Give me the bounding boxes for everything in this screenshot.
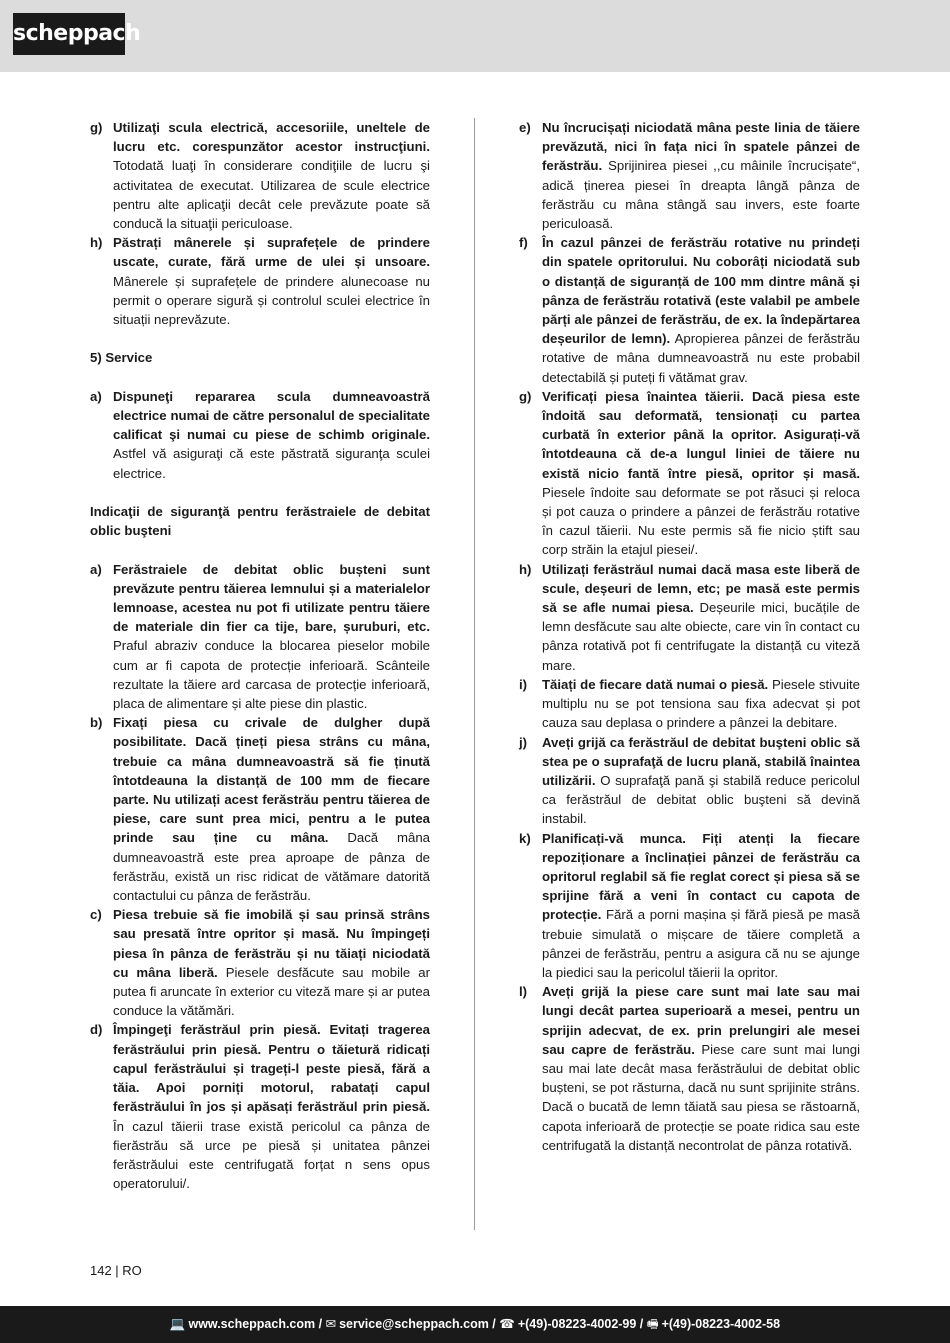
item-text: Piese care sunt mai lungi sau mai late decât masa ferăstrăului de debitat oblic bușteni, se pot răsturna, dacă nu sunt sprijinite strâns. Dacă o bucată de lemn tăiată sau piesa se răstoarnă, capota inferioară de protecție se poate ridica sau este centrifugată la distanță necontrolat de pânza rotativă. <box>542 1041 860 1153</box>
brand-logo: scheppach <box>13 13 125 55</box>
list-item <box>90 905 430 1020</box>
list-item <box>519 829 860 983</box>
list-item <box>90 387 430 483</box>
item-text: Mânerele și suprafețele de prindere alunecoase nu permit o operare sigură și controlul sculei electrice în situații neprevăzute. <box>113 273 430 328</box>
item-text: Totodată luaţi în considerare condiţiile de lucru şi activitatea de executat. Utilizarea de scule electrice pentru alte aplicaţii decât cele prevăzute poate să conducă la situaţii periculoase. <box>113 158 430 232</box>
item-letter: a) <box>90 561 102 577</box>
list-item <box>519 233 860 387</box>
item-letter: i) <box>519 676 528 692</box>
laptop-icon: 💻 <box>169 1317 186 1331</box>
item-bold-text: Utilizați ferăstrăul numai dacă masa este liberă de scule, deșeuri de lemn, etc; pe masă este permis să se afle numai piesa. <box>542 561 860 616</box>
right-column <box>519 118 860 1155</box>
list-item <box>90 1020 430 1193</box>
list-item <box>90 713 430 905</box>
item-letter: c) <box>90 907 102 923</box>
item-bold-text: Fixați piesa cu crivale de dulgher după posibilitate. Dacă țineți piesa strâns cu mâna, trebuie ca mâna dumneavoastră să fie ținută întotdeauna la distanță de 100 mm de fiecare parte. Nu utilizați acest ferăstrău pentru tăierea de piese, care sunt prea mici, pentru a le putea prinde sau ține cu mâna. <box>113 715 430 846</box>
phone-icon: ☎ <box>499 1317 515 1331</box>
item-letter: g) <box>90 120 103 135</box>
footer-phone: +(49)-08223-4002-99 / <box>517 1317 644 1331</box>
item-text: Sprijinirea piesei ,,cu mâinile încrucișate“, adică ținerea piesei în dreapta lângă pânza de ferăstrău cu mâna stângă sau invers, este foarte periculoasă. <box>542 158 860 232</box>
item-text: Praful abraziv conduce la blocarea pieselor mobile cum ar fi capota de protecție inferioară. Scânteile rezultate la tăiere ard carcasa de protecție inferioară, placa de alimentare și alte piese din plastic. <box>113 638 430 712</box>
left-column <box>90 118 430 1193</box>
item-bold-text: Păstrați mânerele și suprafețele de prindere uscate, curate, fără urme de ulei și unsoare. <box>113 235 430 270</box>
item-text: Astfel vă asiguraţi că este păstrată siguranţa sculei electrice. <box>113 446 430 481</box>
item-bold-text: Nu încrucișați niciodată mâna peste linia de tăiere prevăzută, nici în fața nici în spatele pânzei de ferăstrău. <box>542 120 860 174</box>
list-item <box>519 982 860 1155</box>
footer-bar <box>0 1306 950 1343</box>
item-letter: h) <box>519 561 532 577</box>
item-text: Piesele desfăcute sau mobile ar putea fi aruncate în exterior cu viteză mare și ar putea conduce la vătămări. <box>113 964 430 1019</box>
footer-email[interactable]: service@scheppach.com / <box>339 1317 496 1331</box>
item-bold-text: Împingeţi ferăstrăul prin piesă. Evitați tragerea ferăstrăului prin piesă. Pentru o tăietură ridicați capul ferăstrăului și trageți-l peste piesă, fără a tăia. Apoi porniți motorul, rabatați capul ferăstrăului în jos și apăsați ferăstrăul prin piesă. <box>113 1022 430 1115</box>
item-text: Apropierea pânzei de ferăstrău rotative de mâna dumneavoastră nu este probabil detectabilă și puteți fi vătămat grav. <box>542 331 860 385</box>
page-number: 142 | RO <box>90 1263 142 1278</box>
list-item <box>519 387 860 560</box>
header-band <box>0 0 950 72</box>
footer-fax: +(49)-08223-4002-58 <box>661 1317 781 1331</box>
item-bold-text: Planificați-vă munca. Fiți atenți la fiecare repoziționare a înclinației pânzei de ferăstrău ca opritorul reglabil să fie reglat corect și piesa să se sprijine fără a veni în contact cu capota de protecție. <box>542 830 860 923</box>
list-item <box>519 118 860 233</box>
item-letter: f) <box>519 235 528 251</box>
item-bold-text: Aveți grijă la piese care sunt mai late sau mai lungi decât partea superioară a mesei, pentru un sprijin adecvat, de ex. prin prelungiri ale mesei sau capre de ferăstrău. <box>542 984 860 1057</box>
item-bold-text: Verificați piesa înaintea tăierii. Dacă piesa este îndoită sau deformată, tensionați cu partea curbată în exterior până la opritor. Asigurați-vă întotdeauna că de-a lungul liniei de tăiere nu există nicio fantă între piesă, opritor și masă. <box>542 388 860 481</box>
item-text: Piesele stivuite multiplu nu se pot tensiona sau fixa adecvat și pot cauza sau deplasa o prindere a pânzei la debitare. <box>542 676 861 731</box>
mail-icon: ✉ <box>325 1317 337 1331</box>
footer-website[interactable]: www.scheppach.com / <box>188 1317 323 1331</box>
item-text: Deșeurile mici, bucățile de lemn desfăcute sau alte obiecte, care vin în contact cu pânza rotativă pot fi centrifugate la distanță cu viteză mare. <box>542 600 860 673</box>
list-item <box>90 560 430 714</box>
item-letter: l) <box>519 984 528 1000</box>
item-bold-text: În cazul pânzei de ferăstrău rotative nu prindeți din spatele opritorului. Nu coborâți niciodată sub o distanță de siguranță de 100 mm dintre mână și pânza de ferăstrău rotativă (este valabil pe ambele părți ale pânzei de ferăstrău, de ex. la îndepărtarea deșeurilor de lemn). <box>542 235 860 347</box>
list-item <box>90 233 430 329</box>
item-letter: h) <box>90 235 103 251</box>
item-letter: d) <box>90 1022 103 1038</box>
item-bold-text: Dispuneţi repararea scula dumneavoastră electrice numai de către personalul de specialitate calificat şi numai cu piese de schimb originale. <box>113 388 430 443</box>
item-letter: a) <box>90 388 102 404</box>
item-letter: b) <box>90 715 103 731</box>
item-letter: e) <box>519 120 531 135</box>
column-divider <box>474 118 475 1230</box>
item-bold-text: Piesa trebuie să fie imobilă și sau prinsă strâns sau presată între opritor și masă. Nu împingeți piesa în pânza de ferăstrău și nu tăiați niciodată cu mâna liberă. <box>113 907 430 980</box>
item-text: O suprafaţă pană şi stabilă reduce pericolul ca ferăstrăul de debitat oblic buşteni să devină instabil. <box>542 772 860 827</box>
item-letter: j) <box>519 734 528 750</box>
item-text: În cazul tăierii trase există pericolul ca pânza de fierăstrău să urce pe piesă și unitatea pânzei ferăstrăului este centrifugată forțat n sens opus operatorului/. <box>113 1118 430 1192</box>
list-item <box>519 560 860 675</box>
item-text: Dacă mâna dumneavoastră este prea aproape de pânza de ferăstrău, există un risc ridicat de vătămare datorită contactului cu pânza de ferăstrău. <box>113 830 430 904</box>
section-heading: Indicaţii de siguranţă pentru ferăstraiele de debitat oblic buşteni <box>90 504 430 539</box>
item-bold-text: Utilizaţi scula electrică, accesoriile, uneltele de lucru etc. corespunzător acestor instrucţiuni. <box>113 120 430 155</box>
item-text: Fără a porni mașina și fără piesă pe masă trebuie simulată o mișcare de tăiere completă a pânzei de ferăstrău, pentru a asigura că nu se ajunge la piedici sau la pericolul tăierii la opritor. <box>542 907 860 980</box>
fax-icon: 🖷 <box>646 1317 659 1331</box>
item-letter: g) <box>519 388 532 404</box>
list-item <box>90 118 430 233</box>
list-item <box>519 675 860 733</box>
item-bold-text: Aveți grijă ca ferăstrăul de debitat buşteni oblic să stea pe o suprafaţă de lucru plană, stabilă înaintea utilizării. <box>542 734 860 788</box>
list-item <box>519 733 860 829</box>
item-text: Piesele îndoite sau deformate se pot răsuci și reloca și pot cauza o prindere a pânzei de ferăstrău rotative în cazul tăierii. Nu este permis să fie nicio știft sau corp străin la etajul piesei/. <box>542 484 860 558</box>
item-letter: k) <box>519 830 531 846</box>
item-bold-text: Tăiați de fiecare dată numai o piesă. <box>542 676 769 692</box>
section-heading: 5) Service <box>90 350 153 366</box>
item-bold-text: Ferăstraiele de debitat oblic bușteni sunt prevăzute pentru tăierea lemnului și a materialelor lemnoase, acestea nu pot fi utilizate pentru tăiere de materiale din fier ca tije, bare, șuruburi, etc. <box>113 561 430 635</box>
